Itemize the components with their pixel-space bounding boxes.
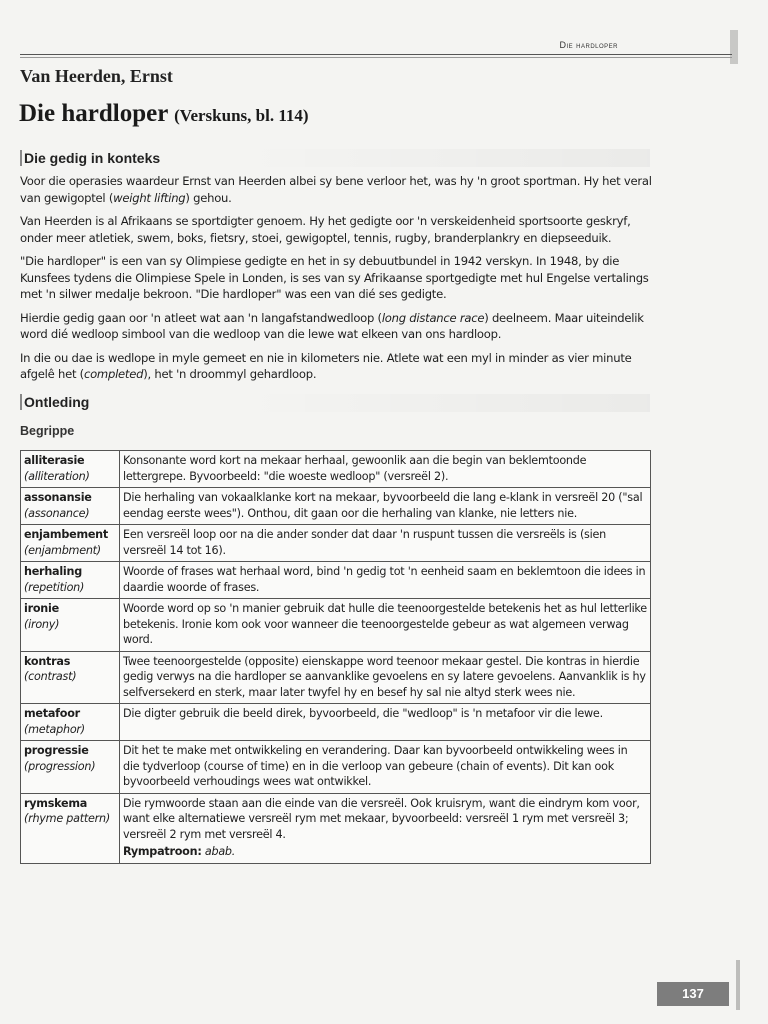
table-row [21,741,651,794]
term-cell [21,599,120,652]
term-english: (assonance) [24,506,90,520]
term-cell [21,525,120,562]
header-rule [20,54,732,55]
definition-cell [120,562,651,599]
section-heading-context: Die gedig in konteks [20,150,160,166]
term-name: metafoor [24,707,80,720]
page-edge-shadow [730,30,738,64]
heading-shade-2 [240,394,650,412]
term-cell [21,704,120,741]
term-english: (enjambment) [24,543,101,557]
term-english: (metaphor) [24,722,85,736]
term-definition: Konsonante word kort na mekaar herhaal, gewoonlik aan die begin van beklemtoonde lettergrepe. Byvoorbeeld: "die woeste wedloop" (versreël 2). [123,454,587,483]
table-row [21,793,651,863]
term-cell [21,741,120,794]
definition-cell [120,488,651,525]
table-row [21,599,651,652]
term-cell [21,451,120,488]
term-name: ironie [24,602,59,615]
term-name: kontras [24,654,71,668]
term-english: (progression) [24,759,96,773]
rhyme-pattern-value: abab. [204,845,236,858]
term-cell [21,793,120,863]
table-row [21,704,651,741]
term-definition: Die rymwoorde staan aan die einde van die versreël. Ook kruisrym, want die eindrym kom voor, want elke alternatiewe versreël rym met mekaar, byvoorbeeld: versreël 1 rym met versreël 3; versreël 2 rym met versreël 4. [123,796,640,841]
term-definition: Woorde of frases wat herhaal word, bind 'n gedig tot 'n eenheid saam en beklemtoon die idees in daardie woorde of frases. [123,565,646,594]
table-row [21,525,651,562]
table-row [21,651,651,704]
term-cell [21,562,120,599]
definition-cell [120,451,651,488]
rhyme-pattern-label: Rympatroon: [123,845,202,858]
term-definition: Dit het te make met ontwikkeling en verandering. Daar kan byvoorbeeld ontwikkeling wees in die tydverloop (course of time) en in die verloop van gebeure (chain of events). Dit kan ook byvoorbeeld verhoudings wees wat ontwikkel. [123,744,628,788]
title-main: Die hardloper [19,100,168,127]
page-title [19,100,309,128]
context-paragraph-5: In die ou dae is wedlope in myle gemeet en nie in kilometers nie. Atlete wat een myl in minder as vier minute afgelê het (completed), het 'n droommyl gehardloop. [20,350,632,381]
term-name: enjambement [24,528,108,541]
table-row [21,488,651,525]
table-row [21,562,651,599]
author-name: Van Heerden, Ernst [20,66,173,86]
definition-cell [120,525,651,562]
term-definition: Die digter gebruik die beeld direk, byvoorbeeld, die "wedloop" is 'n metafoor vir die lewe. [123,707,603,720]
rhyme-pattern [123,844,647,860]
term-name: herhaling [24,565,82,578]
term-english: (rhyme pattern) [24,812,110,825]
context-paragraph-2: Van Heerden is al Afrikaans se sportdigter genoem. Hy het gedigte oor 'n verskeidenheid sportsoorte geskryf, onder meer atletiek, swem, boks, fietsry, stoei, gewigoptel, tennis, rugby, branderplankry en diepseeduik. [20,214,631,245]
term-cell [21,488,120,525]
heading-shade [240,149,650,167]
term-definition: Twee teenoorgestelde (opposite) eienskappe word teenoor mekaar gestel. Die kontras in hierdie gedig verwys na die hardloper se aanvanklike gevoelens en sy latere gevoelens. Aanvanklik is hy selfversekerd en sterk, maar later twyfel hy en besef hy sal nie altyd sterk wees nie. [123,654,646,699]
page-number: 137 [657,982,729,1006]
title-source: (Verskuns, bl. 114) [174,106,309,125]
term-english: (irony) [24,617,60,631]
term-name: assonansie [24,491,92,504]
term-cell [21,651,120,704]
term-english: (repetition) [24,580,85,594]
term-definition: Die herhaling van vokaalklanke kort na mekaar, byvoorbeeld die lang e-klank in versreël 20 ("sal eendag eerste wees"). Onthou, dit gaan oor die herhaling van klanke, nie letters nie. [123,491,643,520]
section-heading-analysis: Ontleding [20,394,89,410]
table-row [21,451,651,488]
context-paragraph-3: "Die hardloper" is een van sy Olimpiese gedigte en het in sy debuutbundel in 1942 verskyn. In 1948, by die Kunsfees tydens die Olimpiese Spele in Londen, is ses van sy Afrikaanse sportgedigte met hul Engelse vertalings met 'n silwer medalje bekroon. "Die hardloper" was een van dié ses gedigte. [20,254,649,301]
subheading-concepts: Begrippe [20,424,75,438]
terms-table [20,450,651,864]
context-paragraph-1: Voor die operasies waardeur Ernst van Heerden albei sy bene verloor het, was hy 'n groot sportman. Hy het veral van gewigoptel (weight lifting) gehou. [20,174,652,205]
context-text [20,173,660,390]
term-english: (contrast) [24,670,77,683]
term-name: rymskema [24,796,88,810]
running-header: Die hardloper [559,40,618,50]
definition-cell [120,793,651,863]
definition-cell [120,741,651,794]
term-definition: Woorde word op so 'n manier gebruik dat hulle die teenoorgestelde betekenis het as hul letterlike betekenis. Ironie kom ook voor wanneer die teenoorgestelde gebeur as wat algemeen verwag word. [123,602,647,646]
term-english: (alliteration) [24,469,90,483]
term-name: alliterasie [24,454,85,467]
definition-cell [120,651,651,704]
term-definition: Een versreël loop oor na die ander sonder dat daar 'n ruspunt tussen die versreëls is (sien versreël 14 tot 16). [123,528,606,557]
page-edge-strip [736,960,740,1010]
term-name: progressie [24,744,89,757]
header-rule-secondary [20,57,732,58]
definition-cell [120,704,651,741]
context-paragraph-4: Hierdie gedig gaan oor 'n atleet wat aan 'n langafstandwedloop (long distance race) deelneem. Maar uiteindelik word dié wedloop simbool van die wedloop van die lewe wat elkeen van ons hardloop. [20,310,644,341]
definition-cell [120,599,651,652]
